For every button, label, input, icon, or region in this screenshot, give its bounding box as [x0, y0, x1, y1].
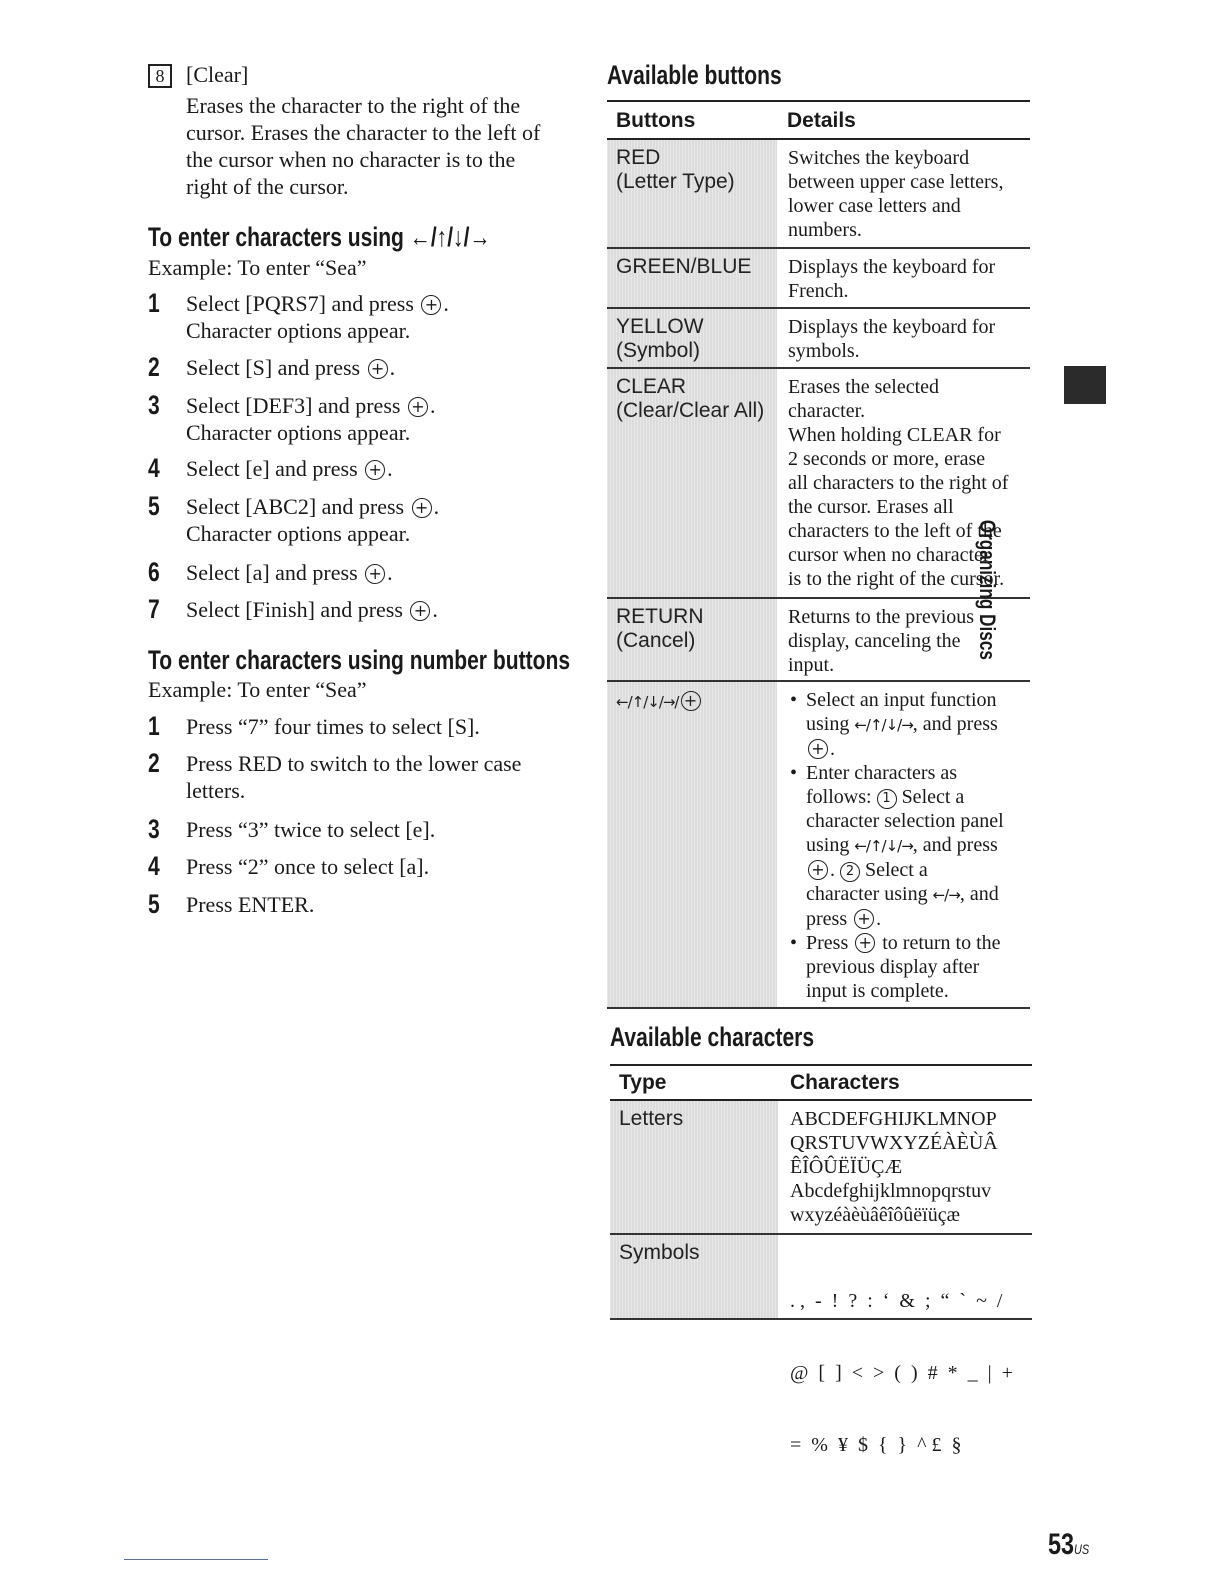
- page-number-suffix: US: [1074, 1541, 1090, 1557]
- step-text: Select [e] and press + .: [186, 456, 393, 481]
- enter-button-icon: +: [808, 860, 828, 880]
- section-number-heading: To enter characters using number buttons: [148, 645, 571, 675]
- character-type: Symbols: [619, 1241, 700, 1264]
- row-rule: [607, 597, 1030, 599]
- row-rule: [607, 680, 1030, 682]
- enter-button-icon: +: [681, 691, 701, 711]
- step-number: 7: [148, 594, 160, 624]
- type-column-header: Type: [619, 1071, 667, 1094]
- enter-button-icon: +: [854, 909, 874, 929]
- step-number: 5: [148, 491, 160, 521]
- step-text: Press “2” once to select [a].: [186, 854, 430, 879]
- item-8-line: cursor. Erases the character to the left of: [186, 120, 541, 145]
- section-tab-marker: [1064, 366, 1106, 404]
- row-rule: [610, 1233, 1032, 1235]
- step-number: 2: [148, 352, 160, 382]
- step-text: Select [DEF3] and press + . Character options appear.: [186, 392, 586, 446]
- available-characters-heading: Available characters: [610, 1022, 815, 1052]
- step-subtext: Character options appear.: [186, 420, 411, 445]
- buttons-column-header: Buttons: [616, 109, 696, 132]
- table-bottom-rule: [610, 1318, 1032, 1320]
- enter-button-icon: +: [365, 460, 385, 480]
- button-name: RETURN (Cancel): [616, 605, 704, 652]
- available-buttons-table: [607, 100, 1030, 1010]
- details-column-header: Details: [787, 109, 856, 132]
- step-subtext: Character options appear.: [186, 521, 411, 546]
- character-list: ABCDEFGHIJKLMNOP QRSTUVWXYZÉÀÈÙÂ ÊÎÔÛËÏÜÇÆ Abcdefghijklmnopqrstuv wxyzéàèùâêîôûëïüçæ: [790, 1108, 998, 1226]
- circled-number-icon: 2: [840, 862, 860, 882]
- row-rule: [607, 367, 1030, 369]
- step-text: Select [S] and press + .: [186, 355, 396, 380]
- enter-button-icon: +: [808, 739, 828, 759]
- header-rule: [610, 1099, 1032, 1101]
- step-number: 1: [148, 711, 160, 741]
- enter-button-icon: +: [368, 359, 388, 379]
- step-number: 6: [148, 557, 160, 587]
- bottom-rule: [124, 1559, 268, 1560]
- button-details: Displays the keyboard for symbols.: [788, 316, 996, 362]
- detail-bullet: • Enter characters as follows: 1 Select a character selection panel using ←/↑/↓/→, and press + . 2 Select a character using ←/→, and press + .: [788, 761, 1030, 931]
- item-8-badge: 8: [148, 64, 172, 88]
- step-text: Select [Finish] and press + .: [186, 597, 438, 622]
- enter-button-icon: +: [855, 933, 875, 953]
- step-text: Press RED to switch to the lower case letters.: [186, 751, 522, 803]
- header-rule: [607, 138, 1030, 140]
- table-bottom-rule: [607, 1007, 1030, 1009]
- enter-button-icon: +: [408, 397, 428, 417]
- detail-bullet: • Press + to return to the previous display after input is complete.: [788, 931, 1030, 1003]
- step-text: Press ENTER.: [186, 892, 315, 917]
- button-details: Switches the keyboard between upper case letters, lower case letters and numbers.: [788, 147, 1004, 241]
- item-8-title: [Clear]: [186, 62, 249, 87]
- step-text: Select [ABC2] and press + . Character options appear.: [186, 493, 586, 547]
- arrow-details: [788, 688, 1030, 1003]
- character-type: Letters: [619, 1107, 684, 1130]
- button-name: ←/↑/↓/→/ +: [616, 688, 703, 714]
- step-subtext: Character options appear.: [186, 318, 411, 343]
- enter-button-icon: +: [412, 498, 432, 518]
- step-text: Press “3” twice to select [e].: [186, 817, 436, 842]
- item-8-description: [186, 92, 576, 200]
- table-top-rule: [610, 1064, 1032, 1066]
- step-number: 4: [148, 851, 160, 881]
- step-number: 3: [148, 814, 160, 844]
- row-rule: [607, 247, 1030, 249]
- section-number-example: Example: To enter “Sea”: [148, 677, 367, 702]
- table-top-rule: [607, 100, 1030, 102]
- step-number: 2: [148, 748, 160, 778]
- type-column-shading: [610, 1101, 778, 1318]
- character-list: . , - ! ? : ‘ & ; “ ` ~ / @ [ ] < > ( ) # * _ | + = % ¥ $ { } ^ £ §: [790, 1290, 1013, 1456]
- characters-column-header: Characters: [790, 1071, 900, 1094]
- step-text: Press “7” four times to select [S].: [186, 714, 480, 739]
- button-name: RED (Letter Type): [616, 146, 735, 193]
- button-name: CLEAR (Clear/Clear All): [616, 375, 765, 422]
- button-name: GREEN/BLUE: [616, 255, 752, 278]
- page-number: 53US: [1048, 1528, 1090, 1561]
- button-details: Erases the selected character. When holding CLEAR for 2 seconds or more, erase all characters to the right of the cursor. Erases all characters to the left of the cursor when no character is to the right of the cursor.: [788, 376, 1009, 590]
- available-buttons-heading: Available buttons: [607, 60, 782, 90]
- item-8-line: Erases the character to the right of the: [186, 93, 521, 118]
- step-text: Select [a] and press + .: [186, 560, 393, 585]
- step-number: 4: [148, 453, 160, 483]
- step-text: Select [PQRS7] and press + . Character options appear.: [186, 290, 586, 344]
- available-characters-table: [610, 1064, 1032, 1456]
- item-8-line: right of the cursor.: [186, 174, 349, 199]
- circled-number-icon: 1: [877, 789, 897, 809]
- item-8-line: the cursor when no character is to the: [186, 147, 516, 172]
- section-arrows-example: Example: To enter “Sea”: [148, 255, 367, 280]
- enter-button-icon: +: [410, 601, 430, 621]
- step-number: 5: [148, 889, 160, 919]
- enter-button-icon: +: [421, 295, 441, 315]
- section-arrows-heading: To enter characters using ←/↑/↓/→: [148, 222, 491, 252]
- step-number: 1: [148, 288, 160, 318]
- button-details: Returns to the previous display, canceling the input.: [788, 606, 975, 676]
- step-number: 3: [148, 390, 160, 420]
- row-rule: [607, 307, 1030, 309]
- button-details: Displays the keyboard for French.: [788, 256, 996, 302]
- detail-bullet: • Select an input function using ←/↑/↓/→, and press + .: [788, 688, 1030, 761]
- section-side-label: Organizing Discs: [975, 519, 1000, 661]
- enter-button-icon: +: [365, 564, 385, 584]
- button-name: YELLOW (Symbol): [616, 315, 704, 362]
